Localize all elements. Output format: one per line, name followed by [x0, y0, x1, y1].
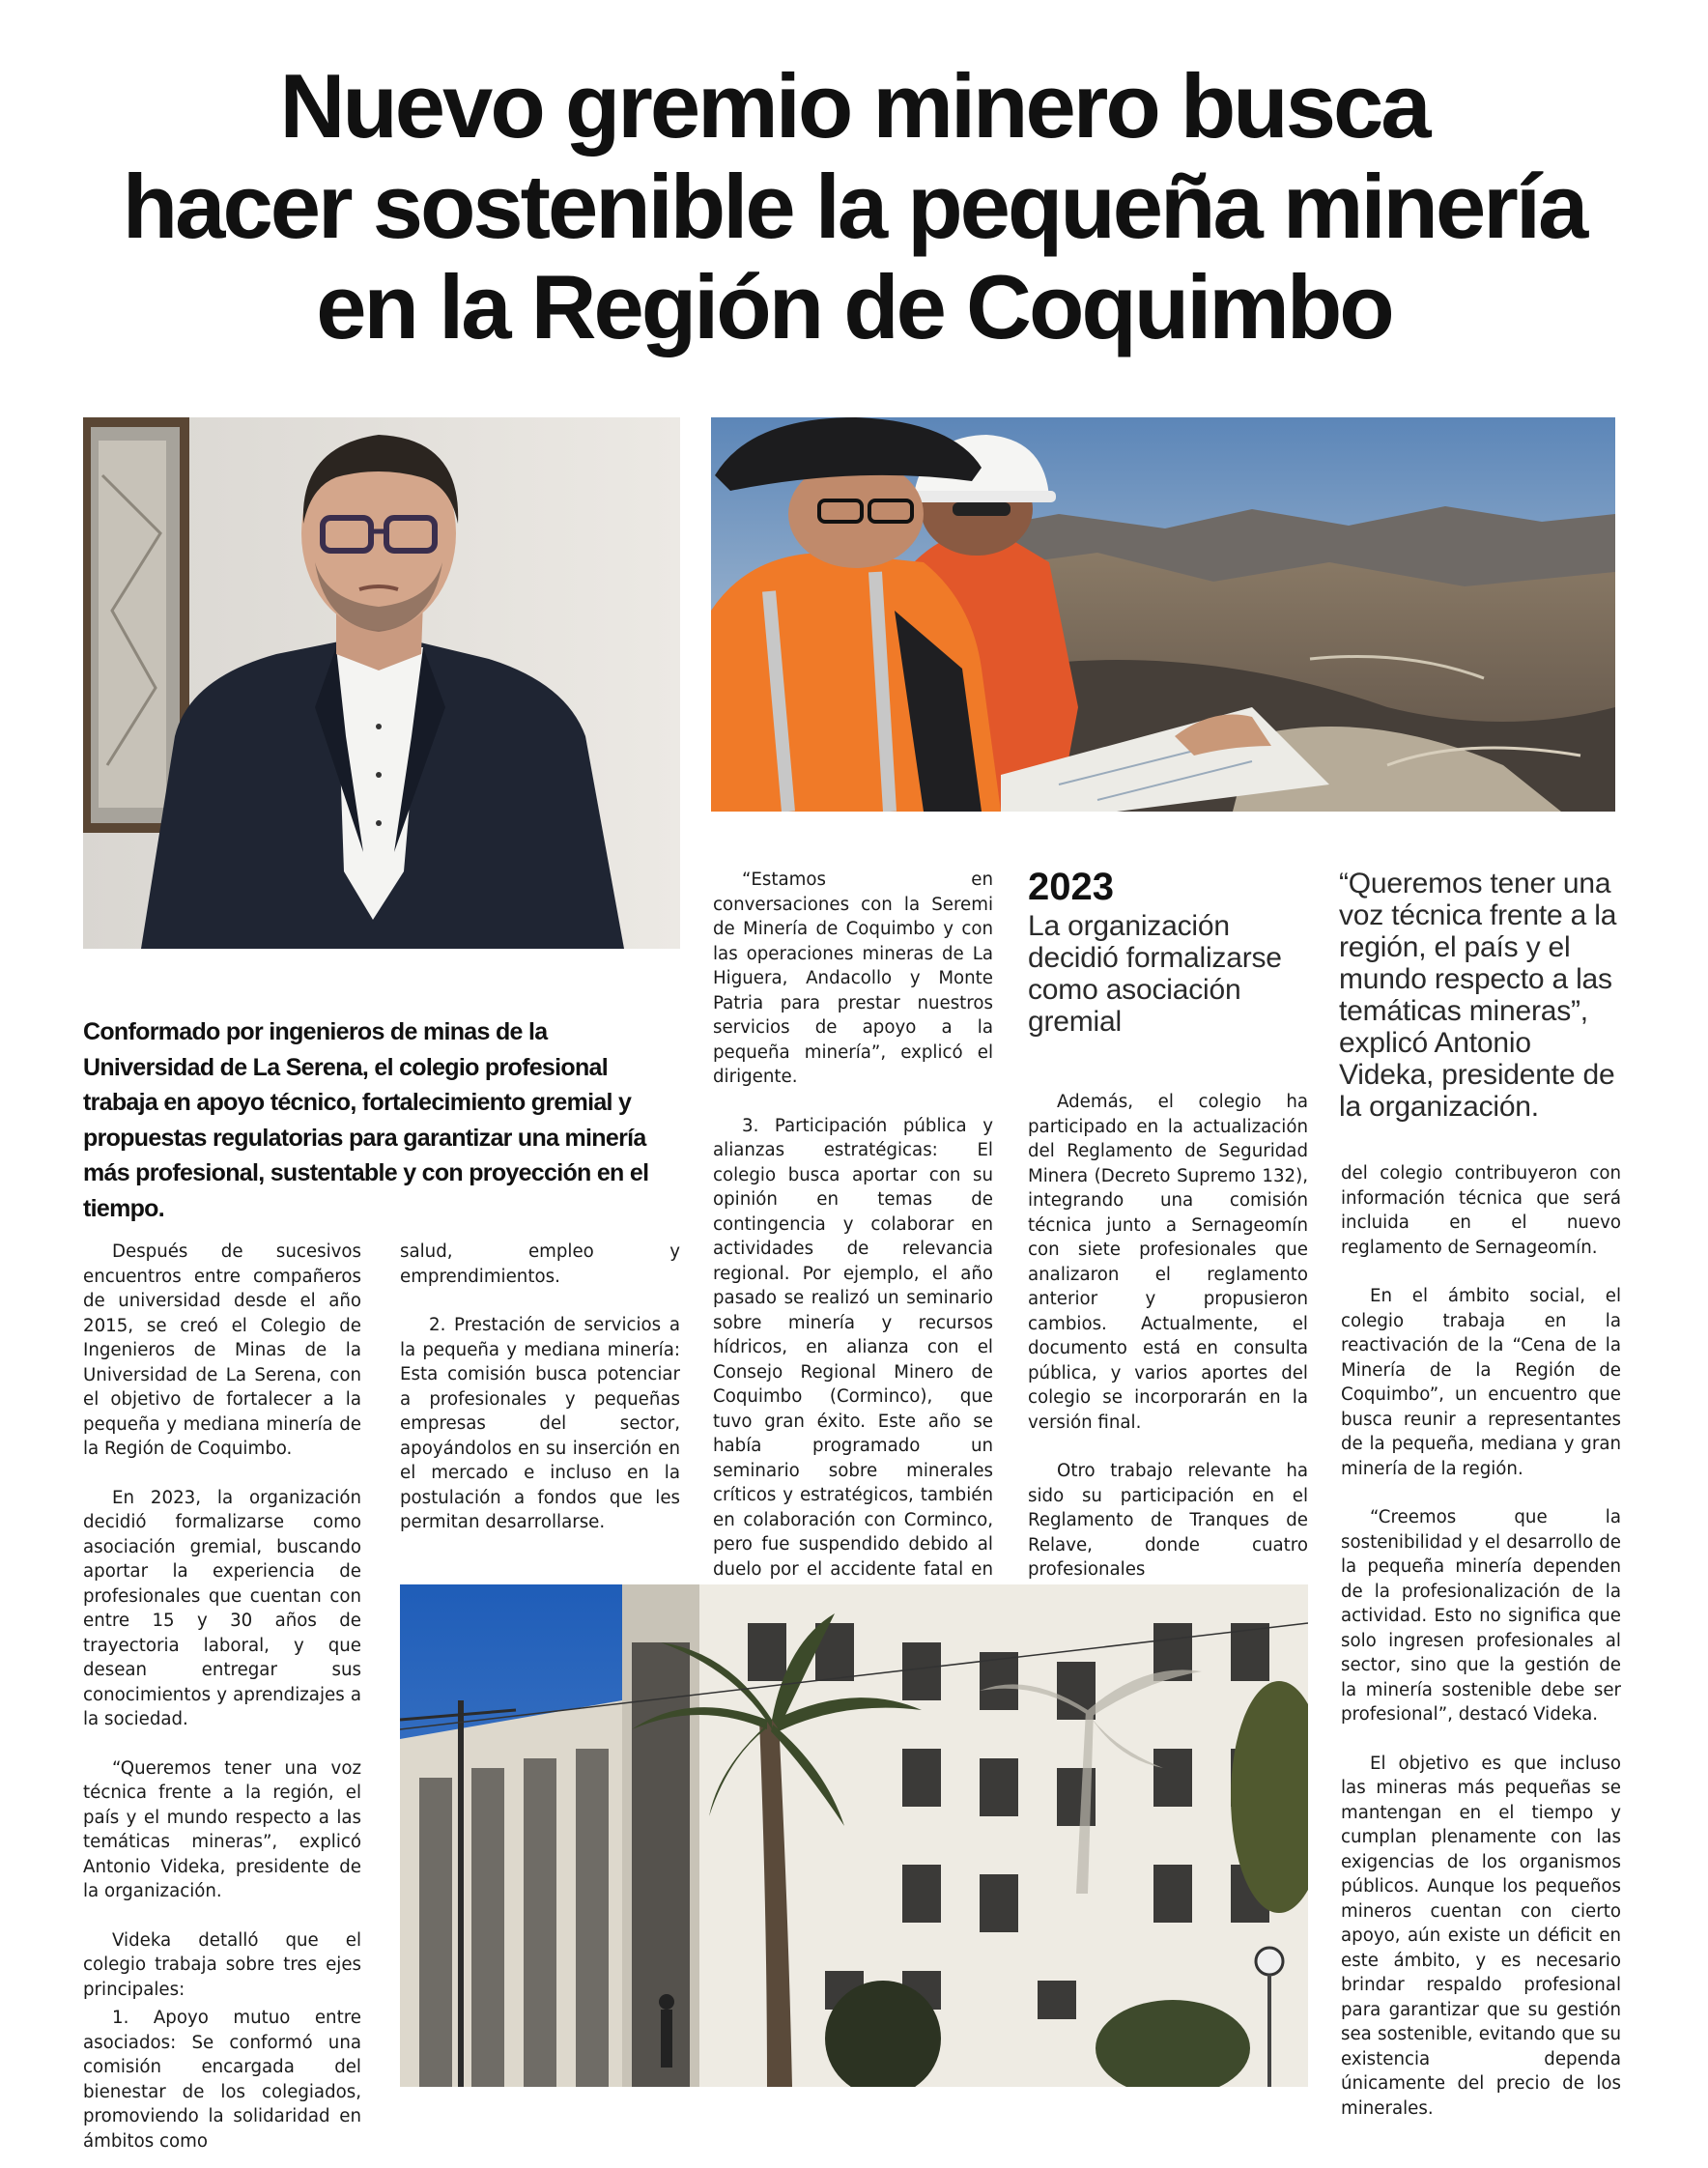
article-column-2	[400, 1240, 680, 1535]
building-photo	[400, 1584, 1308, 2087]
paragraph: 1. Apoyo mutuo entre asociados: Se conformó una comisión encargada del bienestar de los colegiados, promoviendo la solidaridad en ámbitos como	[83, 2008, 361, 2152]
headline-line-2: hacer sostenible la pequeña minería	[122, 156, 1586, 257]
paragraph: salud, empleo y emprendimientos.	[400, 1241, 680, 1287]
miners-photo-image	[711, 417, 1615, 812]
article-column-1	[83, 1240, 361, 2154]
article-column-5	[1341, 1161, 1621, 2121]
paragraph: Otro trabajo relevante ha sido su participación en el Reglamento de Tranques de Relave, donde cuatro profesionales	[1028, 1461, 1308, 1580]
building-photo-image	[400, 1584, 1308, 2087]
paragraph: En el ámbito social, el colegio trabaja en la reactivación de la “Cena de la Minería de la Región de Coquimbo”, un encuentro que busca reunir a representantes de la pequeña, mediana y gran minería de la región.	[1341, 1286, 1621, 1479]
pull-quote: “Queremos tener una voz técnica frente a la región, el país y el mundo respecto a las temáticas mineras”, explicó Antonio Videka, presidente de la organización.	[1339, 868, 1617, 1123]
paragraph: El objetivo es que incluso las mineras más pequeñas se mantengan en el tiempo y cumplan plenamente con las exigencias de los organismos públicos. Aunque los pequeños mineros cuentan con cierto apoyo, aún existe un déficit en este ámbito, y es necesario brindar respaldo profesional para garantizar que su gestión sea sostenible, evitando que su existencia dependa únicamente del precio de los minerales.	[1341, 1753, 1621, 2119]
paragraph: 2. Prestación de servicios a la pequeña y mediana minería: Esta comisión busca potenciar a profesionales y pequeñas empresas del sector, apoyándolos en su inserción en el mercado e incluso en la postulación a fondos que les permitan desarrollarse.	[400, 1315, 680, 1532]
miners-photo	[711, 417, 1615, 812]
article-column-4	[1028, 1090, 1308, 1583]
headline-line-3: en la Región de Coquimbo	[316, 256, 1392, 357]
paragraph: “Queremos tener una voz técnica frente a la región, el país y el mundo respecto a las temáticas mineras”, explicó Antonio Videka, presidente de la organización.	[83, 1757, 361, 1901]
paragraph: 3. Participación pública y alianzas estratégicas: El colegio busca aportar con su opinión en temas de contingencia y colaborar en actividades de relevancia regional. Por ejemplo, el año pasado se realizó un seminario sobre minería y recursos hídricos, en alianza con el Consejo Regional Minero de Coquimbo (Corminco), que tuvo gran éxito. Este año se había programado un seminario sobre minerales críticos y estratégicos, también en colaboración con Corminco, pero fue suspendido debido al duelo por el accidente fatal en	[713, 1115, 993, 1580]
paragraph: En 2023, la organización decidió formalizarse como asociación gremial, buscando aportar la experiencia de profesionales que cuentan con entre 15 y 30 años de trayectoria laboral, y que desean entregar sus conocimientos y aprendizajes a la sociedad.	[83, 1487, 361, 1729]
headline	[58, 56, 1650, 357]
article-lead: Conformado por ingenieros de minas de la Universidad de La Serena, el colegio profesional trabaja en apoyo técnico, fortalecimiento gremial y propuestas regulatorias para garantizar una minería más profesional, sustentable y con proyección en el tiempo.	[83, 1018, 649, 1222]
headline-line-1: Nuevo gremio minero busca	[279, 55, 1429, 157]
paragraph: “Estamos en conversaciones con la Seremi de Minería de Coquimbo y con las operaciones mineras de La Higuera, Andacollo y Monte Patria para prestar nuestros servicios de apoyo a la pequeña minería”, explicó el dirigente.	[713, 870, 993, 1087]
paragraph: Videka detalló que el colegio trabaja sobre tres ejes principales:	[83, 1929, 361, 2000]
portrait-photo-image	[83, 417, 680, 949]
sidebar-year: 2023	[1028, 866, 1114, 908]
paragraph: del colegio contribuyeron con información técnica que será incluida en el nuevo reglamento de Sernageomín.	[1341, 1163, 1621, 1258]
paragraph: “Creemos que la sostenibilidad y el desarrollo de la pequeña minería dependen de la profesionalización de la actividad. Esto no significa que solo ingresen profesionales al sector, sino que la gestión de la minería sostenible debe ser profesional”, destacó Videka.	[1341, 1507, 1621, 1725]
sidebar-caption: La organización decidió formalizarse como asociación gremial	[1028, 910, 1282, 1038]
paragraph: Además, el colegio ha participado en la actualización del Reglamento de Seguridad Minera (Decreto Supremo 132), integrando una comisión técnica junto a Sernageomín con siete profesionales que analizaron el reglamento anterior y propusieron cambios. Actualmente, el documento está en consulta pública, y varios aportes del colegio se incorporarán en la versión final.	[1028, 1092, 1308, 1433]
portrait-photo	[83, 417, 680, 949]
paragraph: Después de sucesivos encuentros entre compañeros de universidad desde el año 2015, se creó el Colegio de Ingenieros de Minas de la Universidad de La Serena, con el objetivo de fortalecer a la pequeña y mediana minería de la Región de Coquimbo.	[83, 1241, 361, 1459]
article-column-3	[713, 868, 993, 1607]
